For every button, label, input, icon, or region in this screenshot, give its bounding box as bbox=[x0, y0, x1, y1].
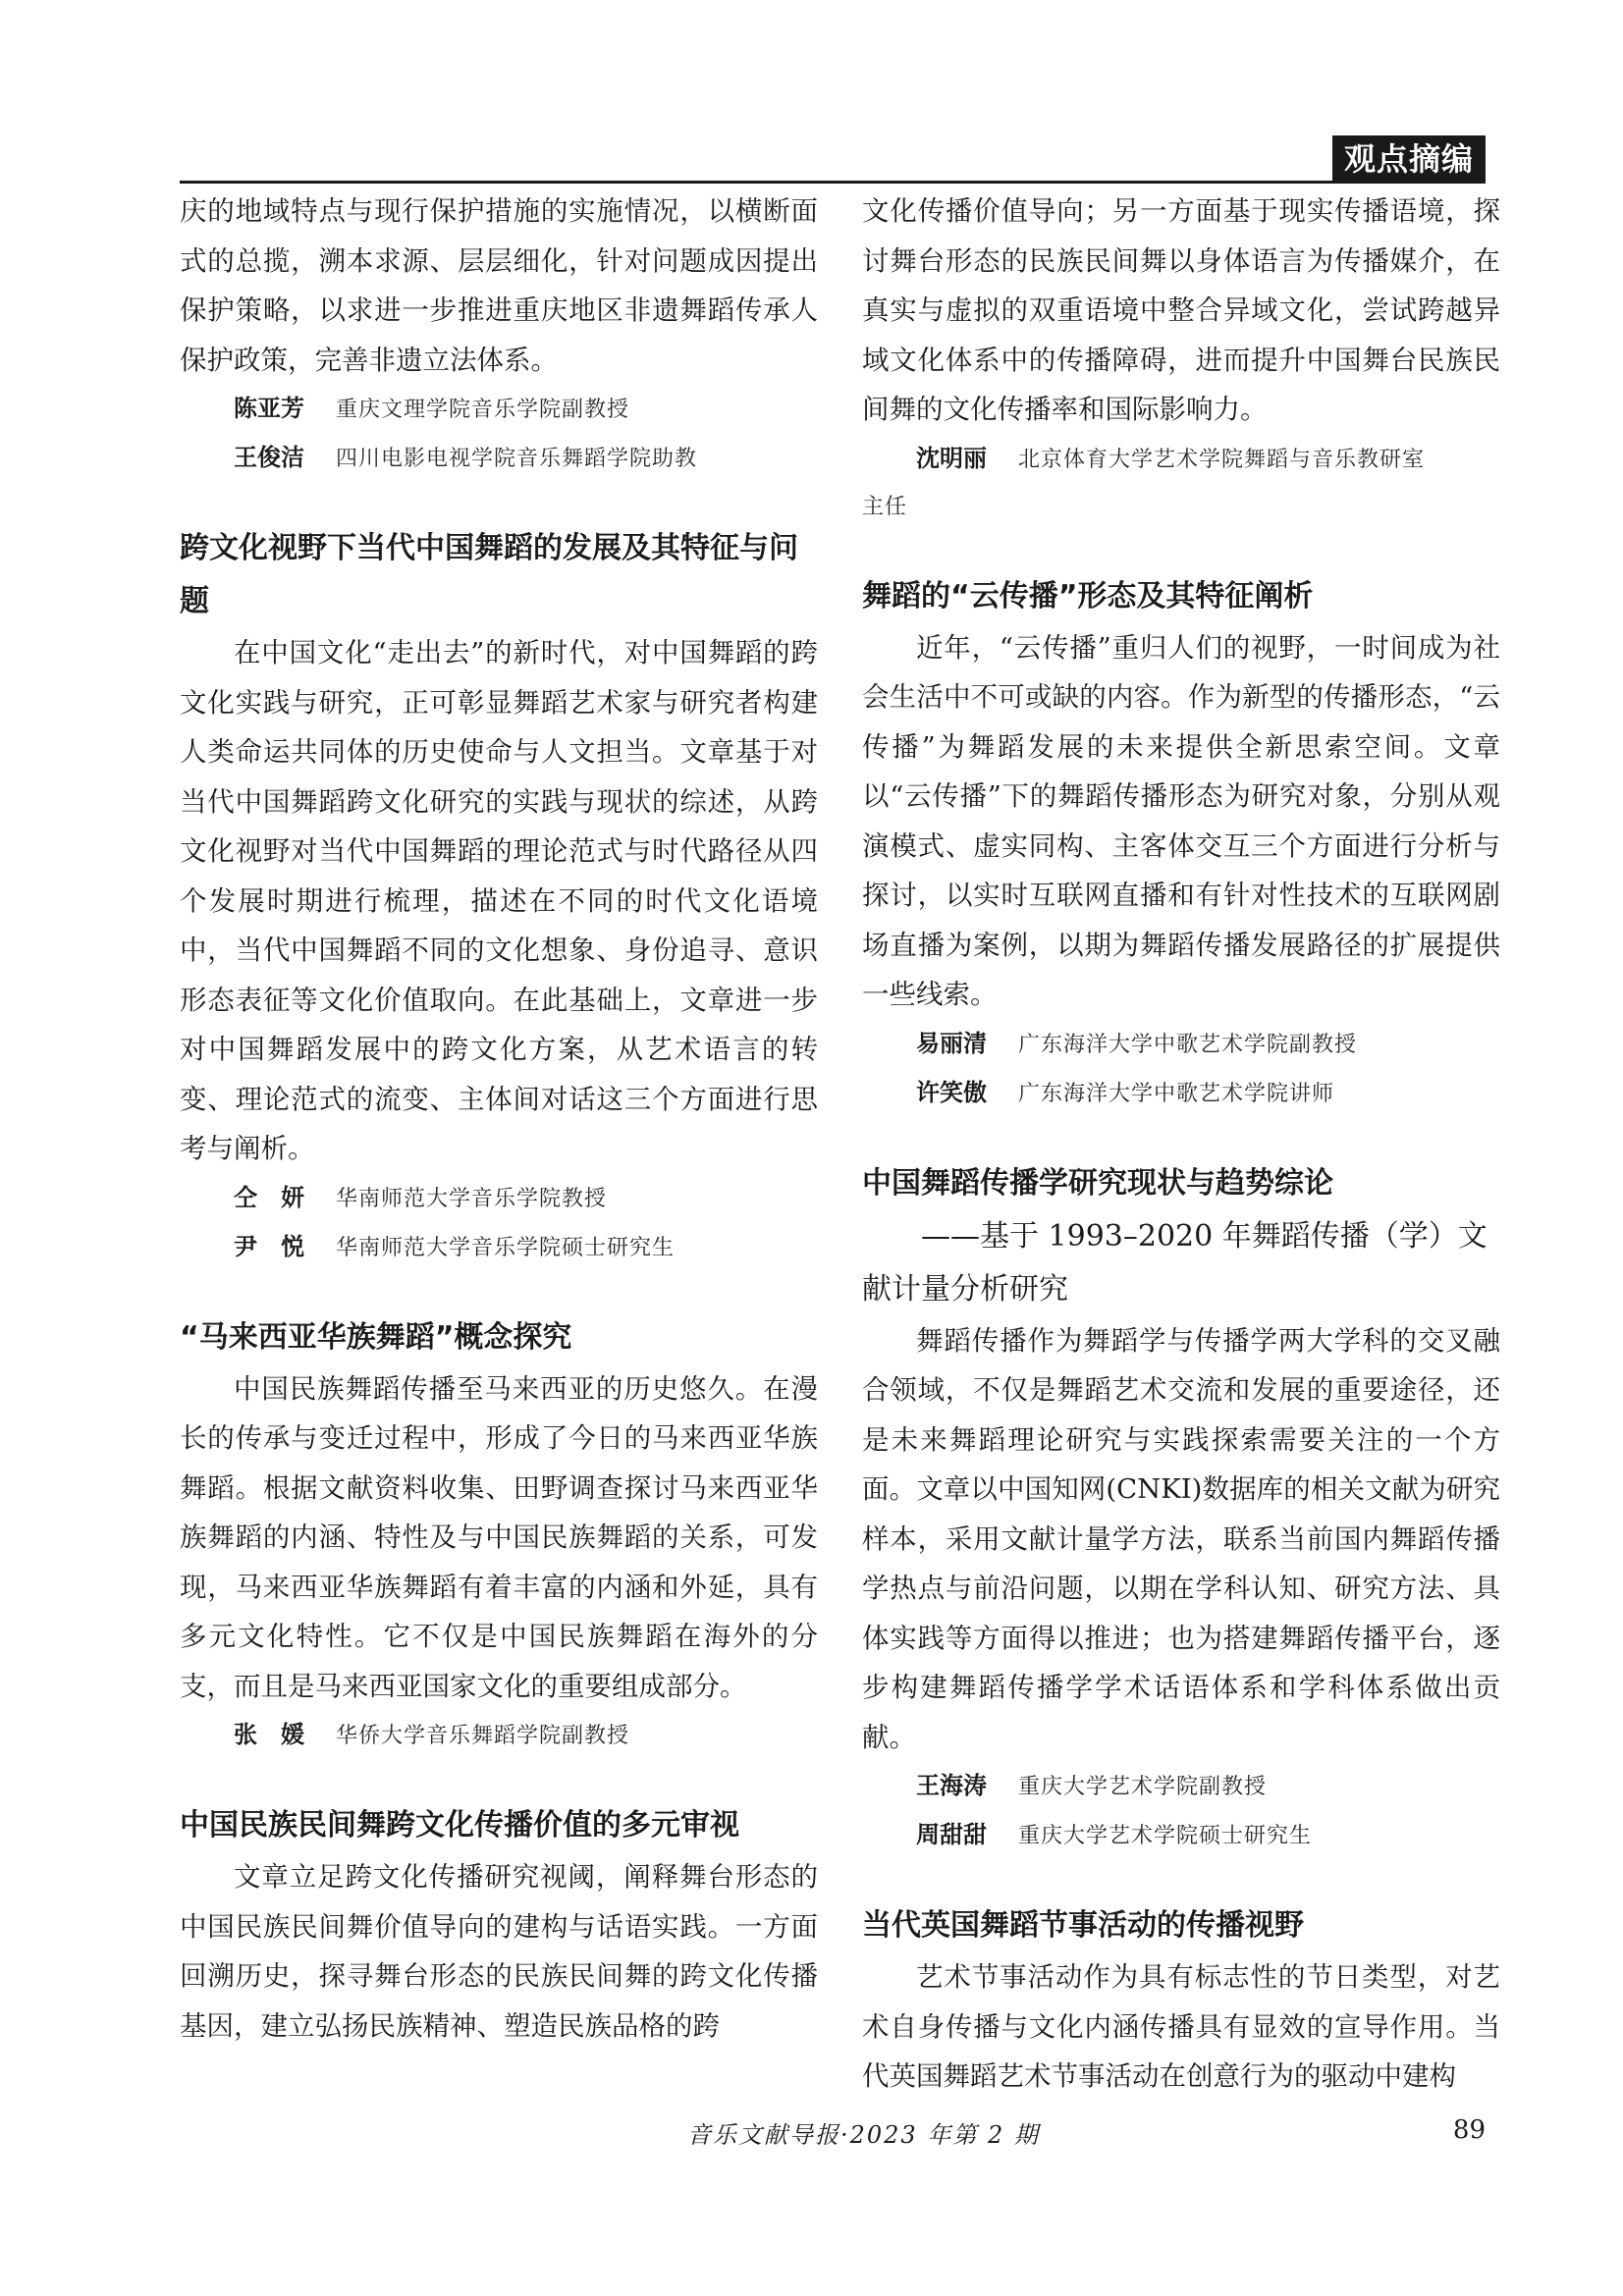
author-name: 仝 妍 bbox=[234, 1183, 304, 1211]
left-column bbox=[180, 187, 818, 2051]
article-body: 艺术节事活动作为具有标志性的节日类型，对艺术自身传播与文化内涵传播具有显效的宣导作用。当代英国舞蹈艺术节事活动在创意行为的驱动中建构 bbox=[862, 1961, 1500, 2092]
article-title: 跨文化视野下当代中国舞蹈的发展及其特征与问题 bbox=[180, 531, 798, 618]
author-affiliation: 华南师范大学音乐学院硕士研究生 bbox=[336, 1235, 676, 1260]
article-body-continued: 文化传播价值导向；另一方面基于现实传播语境，探讨舞台形态的民族民间舞以身体语言为传播媒介，在真实与虚拟的双重语境中整合异域文化，尝试跨越异域文化体系中的传播障碍，进而提升中国舞台民族民间舞的文化传播率和国际影响力。 bbox=[862, 195, 1500, 425]
author-name: 沈明丽 bbox=[916, 444, 987, 472]
author-affiliation: 广东海洋大学中歌艺术学院副教授 bbox=[1018, 1032, 1358, 1057]
article-title: 当代英国舞蹈节事活动的传播视野 bbox=[862, 1908, 1304, 1943]
header-rule bbox=[180, 181, 1486, 184]
author-name: 尹 悦 bbox=[234, 1232, 304, 1260]
author-line bbox=[180, 1174, 818, 1223]
journal-name: 音乐文献导报·2023 年第 2 期 bbox=[687, 2121, 1040, 2149]
author-affiliation: 北京体育大学艺术学院舞蹈与音乐教研室 bbox=[1018, 447, 1426, 472]
author-name: 周甜甜 bbox=[916, 1821, 987, 1848]
author-line bbox=[180, 434, 818, 483]
author-name: 许笑傲 bbox=[916, 1078, 987, 1106]
article-title: “马来西亚华族舞蹈”概念探究 bbox=[180, 1319, 572, 1355]
author-affiliation: 华南师范大学音乐学院教授 bbox=[336, 1186, 608, 1211]
article-title: 中国舞蹈传播学研究现状与趋势综论 bbox=[862, 1165, 1333, 1201]
article-body: 文章立足跨文化传播研究视阈，阐释舞台形态的中国民族民间舞价值导向的建构与话语实践。一方面回溯历史，探寻舞台形态的民族民间舞的跨文化传播基因，建立弘扬民族精神、塑造民族品格的跨 bbox=[180, 1861, 818, 2042]
article-title: 舞蹈的“云传播”形态及其特征阐析 bbox=[862, 578, 1314, 614]
author-line bbox=[180, 1223, 818, 1272]
author-line bbox=[180, 1711, 818, 1760]
author-affiliation: 广东海洋大学中歌艺术学院讲师 bbox=[1018, 1081, 1335, 1106]
author-line bbox=[180, 385, 818, 434]
author-name: 王俊洁 bbox=[234, 444, 304, 471]
page-footer bbox=[0, 2115, 1623, 2155]
author-line bbox=[862, 1020, 1500, 1069]
author-affiliation: 重庆大学艺术学院副教授 bbox=[1018, 1775, 1268, 1799]
author-line bbox=[862, 1069, 1500, 1118]
page-number: 89 bbox=[1452, 2115, 1486, 2145]
section-tag: 观点摘编 bbox=[1332, 135, 1486, 183]
intro-paragraph: 庆的地域特点与现行保护措施的实施情况，以横断面式的总揽，溯本求源、层层细化，针对问题成因提出保护策略，以求进一步推进重庆地区非遗舞蹈传承人保护政策，完善非遗立法体系。 bbox=[180, 195, 818, 376]
article-body: 舞蹈传播作为舞蹈学与传播学两大学科的交叉融合领域，不仅是舞蹈艺术交流和发展的重要途径，还是未来舞蹈理论研究与实践探索需要关注的一个方面。文章以中国知网(CNKI)数据库的相关文献为研究样本，采用文献计量学方法，联系当前国内舞蹈传播学热点与前沿问题，以期在学科认知、研究方法、具体实践等方面得以推进；也为搭建舞蹈传播平台，逐步构建舞蹈传播学学术话语体系和学科体系做出贡献。 bbox=[862, 1324, 1500, 1753]
author-line bbox=[862, 435, 1500, 531]
author-line bbox=[862, 1811, 1500, 1860]
author-affiliation: 重庆文理学院音乐学院副教授 bbox=[336, 398, 630, 422]
article-subtitle-continued: 献计量分析研究 bbox=[862, 1271, 1068, 1307]
author-name: 张 媛 bbox=[234, 1721, 304, 1748]
author-name: 陈亚芳 bbox=[234, 395, 304, 422]
author-affiliation-continued: 主任 bbox=[862, 494, 908, 519]
article-body: 近年，“云传播”重归人们的视野，一时间成为社会生活中不可或缺的内容。作为新型的传播形态，“云传播”为舞蹈发展的未来提供全新思索空间。文章以“云传播”下的舞蹈传播形态为研究对象，分别从观演模式、虚实同构、主客体交互三个方面进行分析与探讨，以实时互联网直播和有针对性技术的互联网剧场直播为案例，以期为舞蹈传播发展路径的扩展提供一些线索。 bbox=[862, 631, 1500, 1010]
author-line bbox=[862, 1762, 1500, 1811]
author-affiliation: 华侨大学音乐舞蹈学院副教授 bbox=[336, 1724, 630, 1748]
article-body: 在中国文化“走出去”的新时代，对中国舞蹈的跨文化实践与研究，正可彰显舞蹈艺术家与研究者构建人类命运共同体的历史使命与人文担当。文章基于对当代中国舞蹈跨文化研究的实践与现状的综述，从跨文化视野对当代中国舞蹈的理论范式与时代路径从四个发展时期进行梳理，描述在不同的时代文化语境中，当代中国舞蹈不同的文化想象、身份追寻、意识形态表征等文化价值取向。在此基础上，文章进一步对中国舞蹈发展中的跨文化方案，从艺术语言的转变、理论范式的流变、主体间对话这三个方面进行思考与阐析。 bbox=[180, 637, 818, 1164]
author-name: 王海涛 bbox=[916, 1772, 987, 1799]
author-affiliation: 重庆大学艺术学院硕士研究生 bbox=[1018, 1824, 1313, 1848]
right-column bbox=[862, 187, 1500, 2102]
author-name: 易丽清 bbox=[916, 1029, 987, 1057]
article-body: 中国民族舞蹈传播至马来西亚的历史悠久。在漫长的传承与变迁过程中，形成了今日的马来西亚华族舞蹈。根据文献资料收集、田野调查探讨马来西亚华族舞蹈的内涵、特性及与中国民族舞蹈的关系，可发现，马来西亚华族舞蹈有着丰富的内涵和外延，具有多元文化特性。它不仅是中国民族舞蹈在海外的分支，而且是马来西亚国家文化的重要组成部分。 bbox=[180, 1372, 818, 1702]
article-subtitle: ——基于 1993–2020 年舞蹈传播（学）文 bbox=[921, 1218, 1488, 1254]
author-affiliation: 四川电影电视学院音乐舞蹈学院助教 bbox=[336, 447, 698, 471]
article-title: 中国民族民间舞跨文化传播价值的多元审视 bbox=[180, 1808, 739, 1842]
